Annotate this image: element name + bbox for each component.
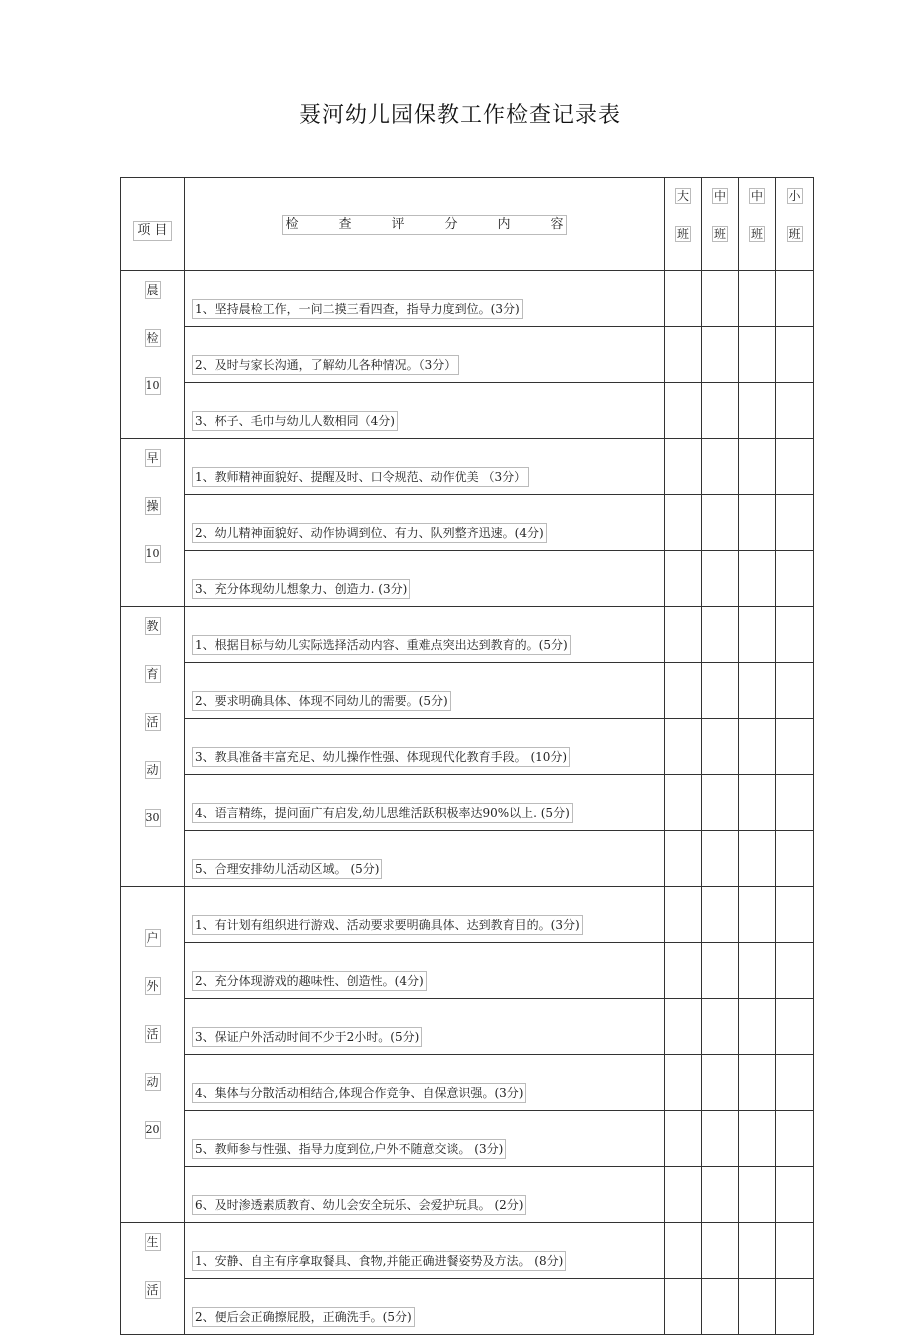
criterion-text: 5、合理安排幼儿活动区域。 (5分) [192,859,382,879]
score-cell[interactable] [665,943,702,999]
score-cell[interactable] [665,439,702,495]
table-row [121,887,814,943]
header-class-middle-2: 中 班 [739,178,776,271]
score-cell[interactable] [776,551,814,607]
score-cell[interactable] [702,327,739,383]
score-cell[interactable] [665,999,702,1055]
score-cell[interactable] [665,271,702,327]
category-char: 操 [146,499,159,513]
score-cell[interactable] [739,551,776,607]
criterion-text: 3、教具准备丰富充足、幼儿操作性强、体现现代化教育手段。 (10分) [192,747,570,767]
category-char: 育 [146,667,159,681]
score-cell[interactable] [702,831,739,887]
category-char: 活 [146,1283,159,1297]
criterion-cell [185,439,665,495]
score-cell[interactable] [739,495,776,551]
score-cell[interactable] [776,775,814,831]
score-cell[interactable] [739,775,776,831]
score-cell[interactable] [776,271,814,327]
criterion-cell [185,1223,665,1279]
score-cell[interactable] [739,1111,776,1167]
score-cell[interactable] [776,439,814,495]
table-row [121,943,814,999]
criterion-cell [185,1055,665,1111]
table-row [121,775,814,831]
criterion-cell [185,719,665,775]
score-cell[interactable] [702,999,739,1055]
table-row [121,1111,814,1167]
category-score: 10 [145,545,161,563]
score-cell[interactable] [776,1279,814,1335]
category-char: 晨 [146,283,159,297]
table-row [121,551,814,607]
score-cell[interactable] [739,1055,776,1111]
criterion-text: 1、安静、自主有序拿取餐具、食物,并能正确进餐姿势及方法。 (8分) [192,1251,566,1271]
score-cell[interactable] [739,439,776,495]
criterion-text: 1、根据目标与幼儿实际选择活动内容、重难点突出达到教育的。(5分) [192,635,571,655]
score-cell[interactable] [702,495,739,551]
score-cell[interactable] [665,775,702,831]
criterion-cell [185,383,665,439]
score-cell[interactable] [665,1279,702,1335]
criterion-text: 4、语言精练，提问面广有启发,幼儿思维活跃积极率达90%以上. (5分) [192,803,573,823]
score-cell[interactable] [776,887,814,943]
category-score: 20 [145,1121,161,1139]
table-row [121,1279,814,1335]
score-cell[interactable] [702,887,739,943]
category-cell [121,271,185,439]
category-char: 动 [146,1075,159,1089]
score-cell[interactable] [665,1167,702,1223]
score-cell[interactable] [776,327,814,383]
score-cell[interactable] [665,1111,702,1167]
score-cell[interactable] [702,775,739,831]
score-cell[interactable] [776,1223,814,1279]
score-cell[interactable] [776,719,814,775]
category-cell [121,1223,185,1335]
score-cell[interactable] [739,1223,776,1279]
criterion-cell [185,887,665,943]
score-cell[interactable] [739,719,776,775]
table-row [121,495,814,551]
category-cell [121,607,185,887]
criterion-cell [185,1167,665,1223]
criterion-text: 1、有计划有组织进行游戏、活动要求要明确具体、达到教育目的。(3分) [192,915,583,935]
table-row [121,1055,814,1111]
header-class-small: 小 班 [776,178,814,271]
criterion-text: 2、要求明确具体、体现不同幼儿的需要。(5分) [192,691,451,711]
score-cell[interactable] [776,663,814,719]
score-cell[interactable] [702,1223,739,1279]
score-cell[interactable] [776,999,814,1055]
score-cell[interactable] [739,1279,776,1335]
score-cell[interactable] [776,495,814,551]
criterion-cell [185,775,665,831]
header-item-label: 项 目 [133,221,171,241]
category-cell [121,439,185,607]
score-cell[interactable] [776,1111,814,1167]
category-char: 生 [146,1235,159,1249]
criterion-text: 1、坚持晨检工作，一问二摸三看四查，指导力度到位。(3分) [192,299,523,319]
score-cell[interactable] [665,383,702,439]
score-cell[interactable] [702,271,739,327]
table-row [121,327,814,383]
category-char: 动 [146,763,159,777]
table-row [121,719,814,775]
table-row [121,1223,814,1279]
header-row [121,178,814,271]
score-cell[interactable] [665,1055,702,1111]
score-cell[interactable] [739,943,776,999]
criterion-cell [185,663,665,719]
criterion-text: 2、充分体现游戏的趣味性、创造性。(4分) [192,971,427,991]
table-row [121,271,814,327]
category-char: 活 [146,1027,159,1041]
score-cell[interactable] [776,1055,814,1111]
score-cell[interactable] [665,607,702,663]
page-title: 聂河幼儿园保教工作检查记录表 [298,103,621,128]
criterion-cell [185,271,665,327]
table-row [121,831,814,887]
table-row [121,607,814,663]
inspection-table [120,177,814,1335]
category-char: 户 [146,931,159,945]
criterion-text: 3、杯子、毛巾与幼儿人数相同（4分) [192,411,398,431]
score-cell[interactable] [702,719,739,775]
table-row [121,383,814,439]
score-cell[interactable] [739,999,776,1055]
category-char: 检 [146,331,159,345]
criterion-cell [185,999,665,1055]
score-cell[interactable] [739,1167,776,1223]
header-item-cell [121,178,185,271]
score-cell[interactable] [739,383,776,439]
score-cell[interactable] [739,607,776,663]
header-class-middle-1: 中 班 [702,178,739,271]
score-cell[interactable] [776,831,814,887]
score-cell[interactable] [702,1055,739,1111]
criterion-text: 5、教师参与性强、指导力度到位,户外不随意交谈。 (3分) [192,1139,506,1159]
category-score: 10 [145,377,161,395]
criterion-cell [185,1279,665,1335]
score-cell[interactable] [665,1223,702,1279]
table-row [121,439,814,495]
score-cell[interactable] [702,663,739,719]
score-cell[interactable] [739,327,776,383]
category-cell [121,887,185,1223]
header-content-label: 检 查 评 分 内 容 [282,215,566,235]
criterion-text: 6、及时渗透素质教育、幼儿会安全玩乐、会爱护玩具。 (2分) [192,1195,526,1215]
score-cell[interactable] [665,663,702,719]
criterion-cell [185,831,665,887]
score-cell[interactable] [702,1279,739,1335]
score-cell[interactable] [702,1111,739,1167]
table-row [121,1167,814,1223]
score-cell[interactable] [776,943,814,999]
score-cell[interactable] [702,551,739,607]
criterion-cell [185,495,665,551]
score-cell[interactable] [702,607,739,663]
criterion-text: 3、充分体现幼儿想象力、创造力. (3分) [192,579,410,599]
criterion-text: 4、集体与分散活动相结合,体现合作竞争、自保意识强。(3分) [192,1083,526,1103]
header-content-cell [185,178,665,271]
criterion-text: 2、便后会正确擦屁股，正确洗手。(5分) [192,1307,415,1327]
category-score: 30 [145,809,161,827]
score-cell[interactable] [665,551,702,607]
score-cell[interactable] [776,1167,814,1223]
score-cell[interactable] [776,383,814,439]
score-cell[interactable] [776,607,814,663]
score-cell[interactable] [665,495,702,551]
table-row [121,663,814,719]
score-cell[interactable] [702,439,739,495]
category-char: 外 [146,979,159,993]
score-cell[interactable] [665,719,702,775]
score-cell[interactable] [739,887,776,943]
score-cell[interactable] [665,887,702,943]
table-row [121,999,814,1055]
criterion-cell [185,607,665,663]
criterion-cell [185,943,665,999]
score-cell[interactable] [702,943,739,999]
category-char: 早 [146,451,159,465]
score-cell[interactable] [739,663,776,719]
score-cell[interactable] [702,1167,739,1223]
category-char: 活 [146,715,159,729]
score-cell[interactable] [665,327,702,383]
category-char: 教 [146,619,159,633]
header-class-large: 大 班 [665,178,702,271]
criterion-text: 1、教师精神面貌好、提醒及时、口令规范、动作优美 （3分） [192,467,529,487]
criterion-cell [185,1111,665,1167]
score-cell[interactable] [702,383,739,439]
score-cell[interactable] [739,271,776,327]
criterion-text: 2、幼儿精神面貌好、动作协调到位、有力、队列整齐迅速。(4分) [192,523,547,543]
criterion-cell [185,551,665,607]
criterion-text: 3、保证户外活动时间不少于2小时。(5分) [192,1027,422,1047]
score-cell[interactable] [739,831,776,887]
criterion-cell [185,327,665,383]
criterion-text: 2、及时与家长沟通，了解幼儿各种情况。（3分） [192,355,459,375]
score-cell[interactable] [665,831,702,887]
